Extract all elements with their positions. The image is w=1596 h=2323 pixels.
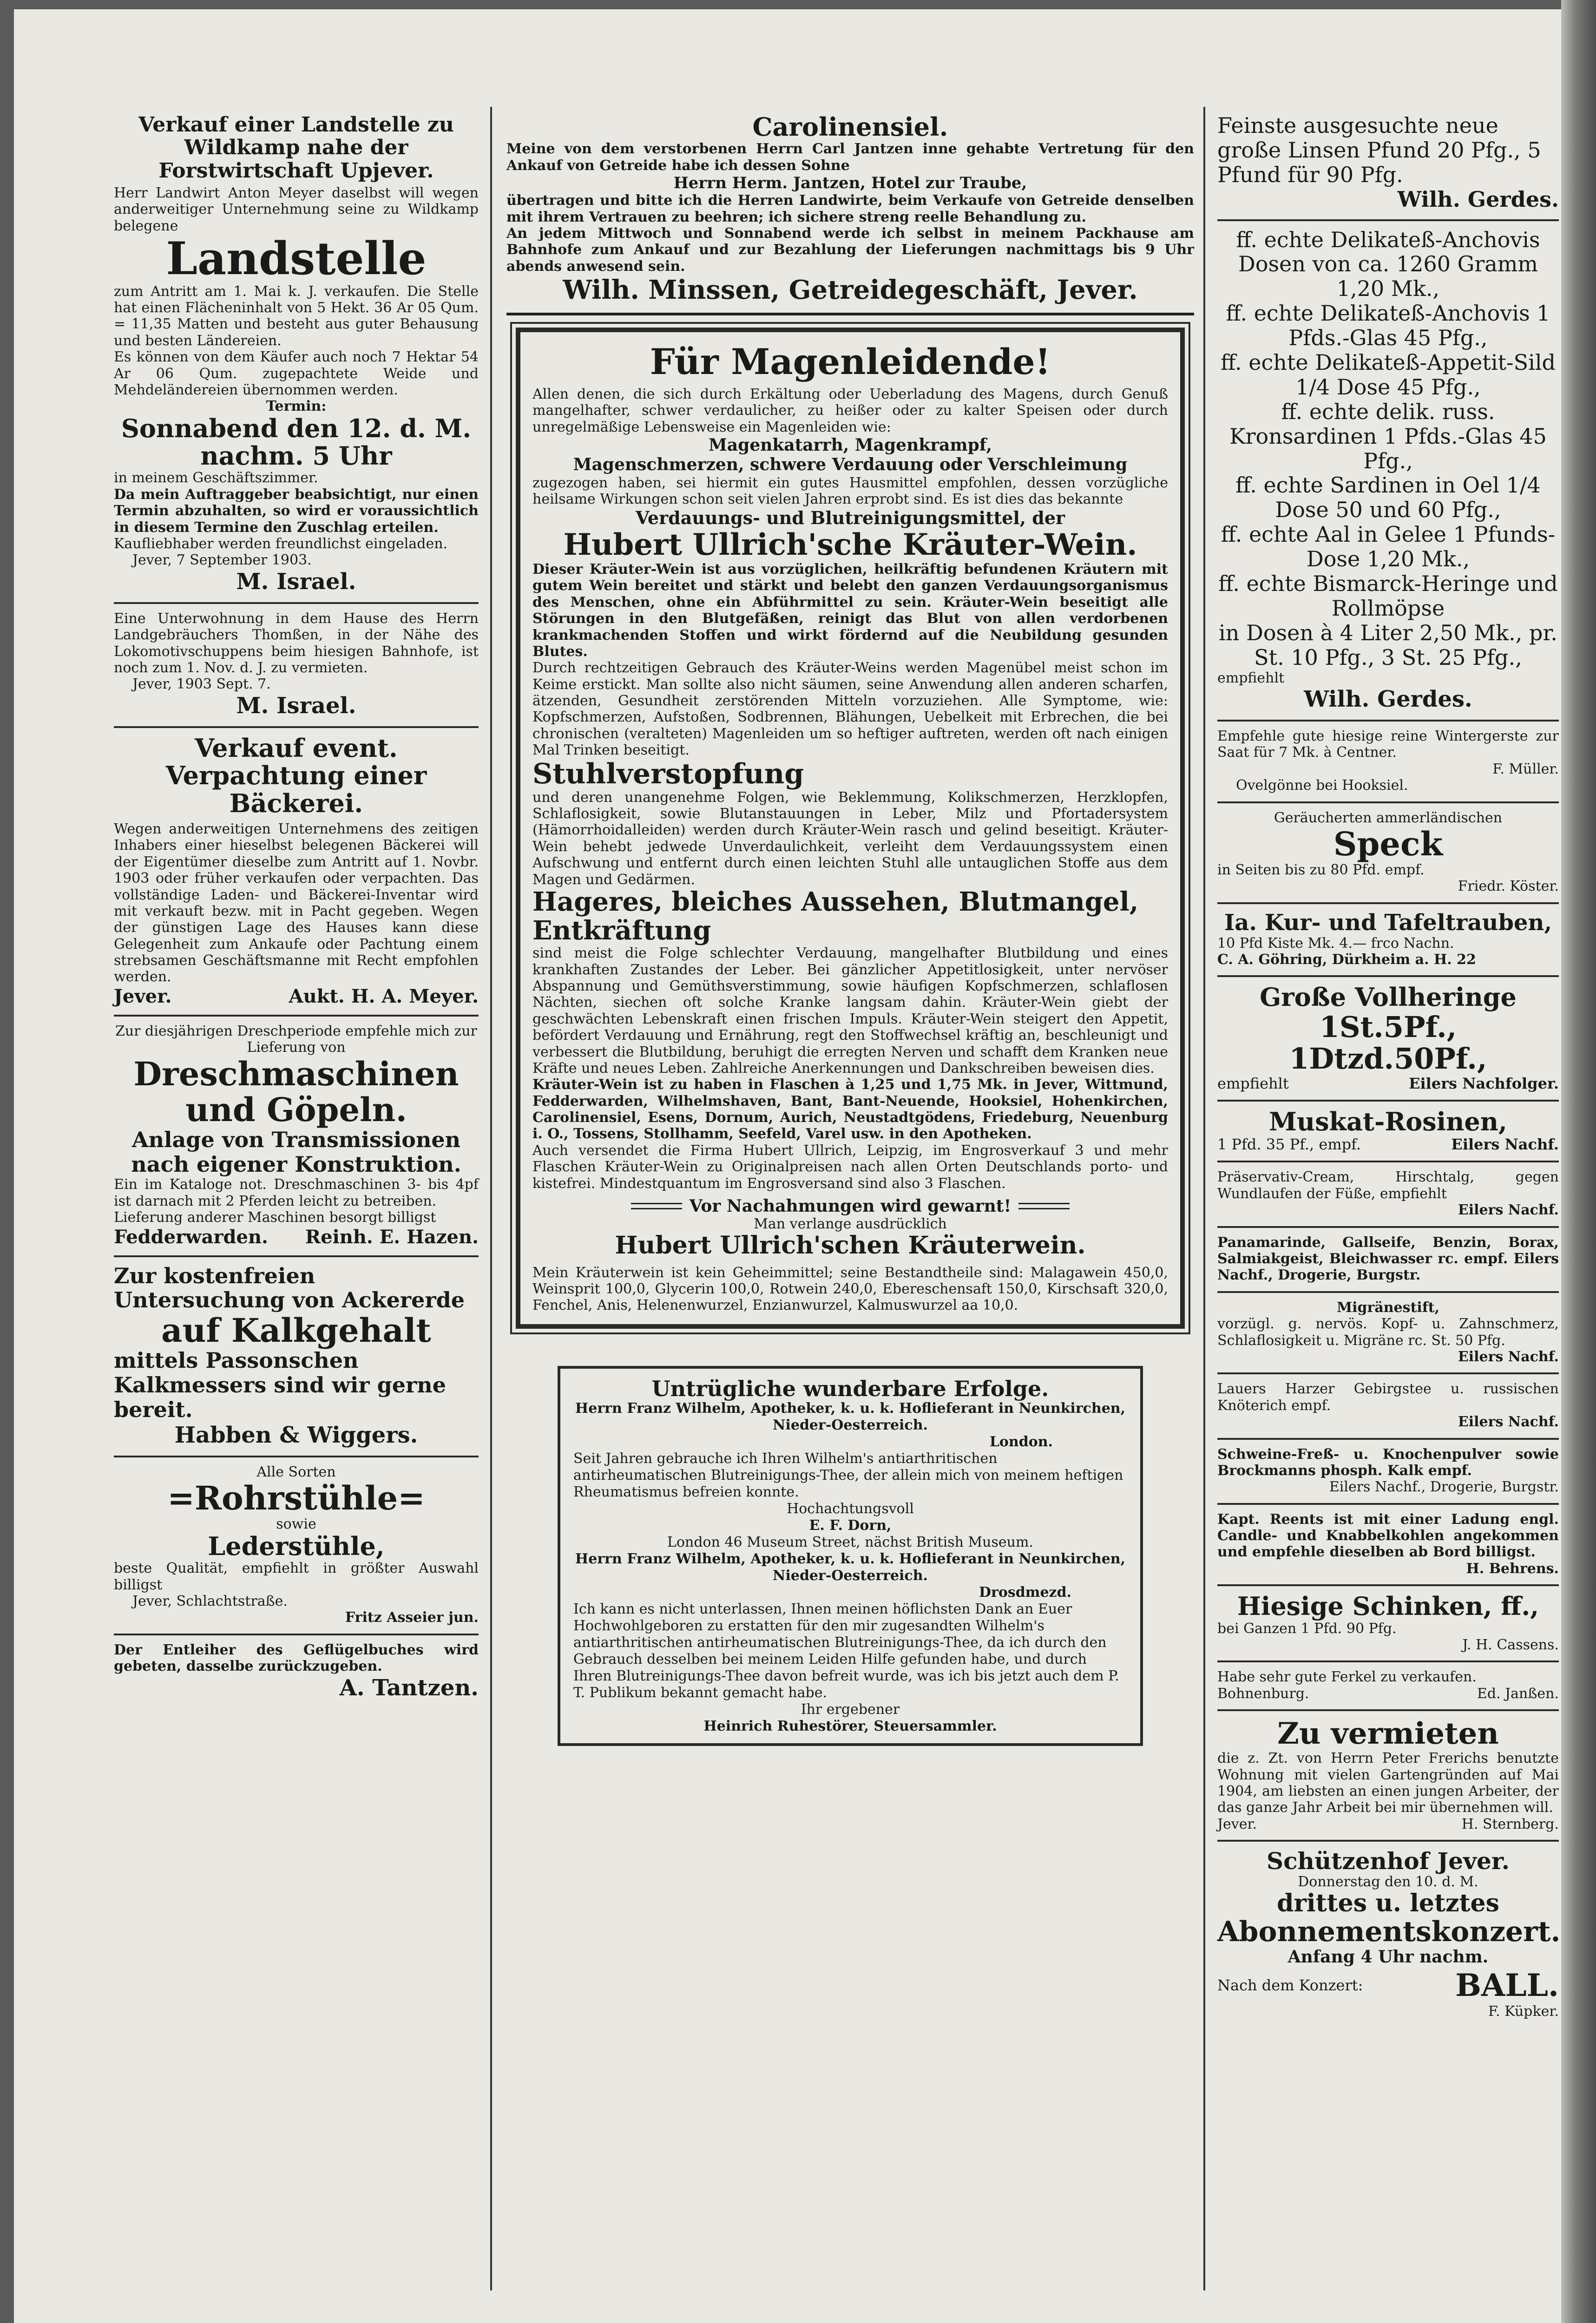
ad-text: vorzügl. g. nervös. Kopf- u. Zahnschmerz, Schlaflosigkeit u. Migräne rc. St. 50 Pfg. [1217, 1316, 1559, 1349]
ad-signature: Ed. Janßen. [1477, 1685, 1559, 1702]
ad-text: Lauers Harzer Gebirgstee u. russischen Knöterich empf. [1217, 1381, 1559, 1414]
ad-text: Alle Sorten [256, 1464, 336, 1481]
ad-title: Migränestift, [1336, 1299, 1440, 1316]
divider [631, 1203, 682, 1209]
ad-place: Jever. [1217, 1816, 1257, 1832]
ad-signature: H. Behrens. [1466, 1560, 1559, 1577]
ad-footer [1217, 1816, 1559, 1832]
ad-addressee: Herrn Franz Wilhelm, Apotheker, k. u. k. Hoflieferant in Neunkirchen, Nieder-Oesterreich. [575, 1551, 1126, 1584]
ad-dreschmaschinen [114, 1017, 479, 1257]
ad-trauben [1217, 904, 1559, 978]
ad-text: sowie [276, 1516, 316, 1533]
ad-erfolge [558, 1366, 1143, 1746]
ad-signature: Wilh. Gerdes. [1304, 686, 1472, 712]
ad-kalkgehalt [114, 1257, 479, 1457]
list-item: in Dosen à 4 Liter 2,50 Mk., pr. St. 10 Pfg., 3 St. 25 Pfg., [1218, 620, 1557, 670]
ad-dateline: Jever, 1903 Sept. 7. [132, 676, 271, 693]
ad-headline: Hiesige Schinken, ff., [1237, 1591, 1539, 1621]
ad-text: Man verlange ausdrücklich [754, 1216, 947, 1233]
ad-signature: Eilers Nachf., Drogerie, Burgstr. [1329, 1479, 1559, 1496]
ad-text: Kräuter-Wein ist zu haben in Flaschen à 1,25 und 1,75 Mk. in Jever, Wittmund, Fedderwarden, Wilhelmshaven, Bant, Bant-Neuende, Hooksiel, Hohenkirchen, Carolinensiel, Esens, Dornum, Aurich, Neustadtgödens, Friedeburg, Neuenburg i. O., Tossens, Stollhamm, Seefeld, Varel usw. in den Apotheken. [532, 1076, 1168, 1142]
ad-headline: Zu vermieten [1277, 1716, 1499, 1751]
list-item: ff. echte Delikateß-Appetit-Sild 1/4 Dose 45 Pfg., [1221, 350, 1556, 400]
ad-text: Ich kann es nicht unterlassen, Ihnen meinen höflichsten Dank an Euer Hochwohlgeboren zu erstatten für den mir zugesandten Wilhelm's antiarthritischen antirheumatischen Blutreinigungs-Thee, da ich durch den Gebrauch desselben bei meinem Leiden Hilfe gefunden habe, und durch Ihren Blutreinigungs-Thee davon befreit wurde, was ich bis jetzt auch dem P. T. Publikum bekannt gemacht habe. [573, 1601, 1119, 1701]
ad-signature: Friedr. Köster. [1458, 878, 1559, 895]
ad-headline: drittes u. letztes [1277, 1889, 1499, 1918]
ad-place: Jever. [114, 985, 172, 1007]
ad-wintergerste [1217, 722, 1559, 803]
ad-gebirgstee [1217, 1374, 1559, 1439]
ad-text: London 46 Museum Street, nächst British Museum. [667, 1534, 1033, 1551]
ad-drogerie [1217, 1228, 1559, 1293]
ad-headline: Stuhlverstopfung [532, 757, 804, 790]
ad-text: Donnerstag den 10. d. M. [1298, 1873, 1478, 1890]
ad-signature: Wilh. Gerdes. [1397, 186, 1559, 212]
ad-text: mittels Passonschen Kalkmessers sind wir gerne bereit. [114, 1348, 446, 1423]
ad-headline: Hubert Ullrich'sche Kräuter-Wein. [563, 527, 1137, 562]
ad-gefluegelbuch [114, 1635, 479, 1708]
ad-price: 1St.5Pf., 1Dtzd.50Pf., [1289, 1010, 1487, 1076]
ad-footer [1217, 1135, 1559, 1153]
ad-text: Der Entleiher des Geflügelbuches wird gebeten, dasselbe zurückzugeben. [114, 1641, 479, 1675]
ad-rosinen [1217, 1102, 1559, 1162]
ad-place: Bohnenburg. [1217, 1685, 1309, 1702]
ad-text: Allen denen, die sich durch Erkältung oder Ueberladung des Magens, durch Genuß mangelhafter, schwer verdaulicher, zu heißer oder zu kalter Speisen oder durch unregelmäßige Lebensweise ein Magenleiden wie: [532, 386, 1168, 435]
ad-signature: F. Müller. [1492, 761, 1559, 777]
ad-kohlen [1217, 1505, 1559, 1587]
ad-headline: Speck [1333, 824, 1443, 863]
ad-text: Empfehle gute hiesige reine Wintergerste zur Saat für 7 Mk. à Centner. [1217, 728, 1559, 761]
ad-place: Ovelgönne bei Hooksiel. [1236, 777, 1408, 794]
ad-place: Drosdmezd. [979, 1584, 1071, 1601]
ad-headline: Dreschmaschinen und Göpeln. [133, 1054, 459, 1129]
ad-headline: Landstelle [166, 232, 427, 285]
column-rule [1203, 107, 1205, 2290]
ad-signature: F. Küpker. [1488, 2003, 1559, 2020]
ad-text: in Seiten bis zu 80 Pfd. empf. [1217, 861, 1425, 878]
ad-signature: Heinrich Ruhestörer, Steuersammler. [703, 1718, 997, 1735]
warning-text: Vor Nachahmungen wird gewarnt! [689, 1196, 1011, 1216]
ad-footer [1217, 1075, 1559, 1092]
ad-title: Carolinensiel. [752, 112, 948, 142]
divider [1018, 1203, 1070, 1209]
ad-stuehle [114, 1457, 479, 1635]
ad-text: Wegen anderweitigen Unternehmens des zeitigen Inhabers einer hieselbst belegenen Bäckerei will der Eigentümer dieselbe zum Antritt auf 1. Novbr. 1903 oder früher verkaufen oder verpachten. Das vollständige Laden- und Bäckerei-Inventar wird mit verkauft bezw. mit in Pacht gegeben. Wegen der günstigen Lage des Hauses kann diese Gelegenheit zum Ankaufe oder Pachtung einem strebsamen Geschäftsmanne mit Recht empfohlen werden. [114, 820, 479, 985]
ad-signature: C. A. Göhring, Dürkheim a. H. 22 [1217, 951, 1476, 968]
ad-headline: BALL. [1455, 1967, 1559, 2003]
ad-text: empfiehlt [1217, 1075, 1289, 1093]
ad-title: Untrügliche wunderbare Erfolge. [651, 1376, 1049, 1401]
ad-headline: Hubert Ullrich'schen Kräuterwein. [615, 1231, 1086, 1260]
ad-text: Meine von dem verstorbenen Herrn Carl Jantzen inne gehabte Vertretung für den Ankauf von Getreide habe ich dessen Sohne [506, 141, 1194, 174]
ad-text: Dieser Kräuter-Wein ist aus vorzüglichen, heilkräftig befundenen Kräutern mit gutem Wein bereitet und stärkt und belebt den ganzen Verdauungsorganismus des Menschen, ohne ein Abführmittel zu sein. Kräuter-Wein beseitigt alle Störungen in den Blutgefäßen, reinigt das Blut von allen verdorbenen krankmachenden Stoffen und wirkt fördernd auf die Neubildung gesunden Blutes. [532, 561, 1168, 660]
ad-signature: Fritz Asseier jun. [345, 1609, 479, 1626]
ad-footer [114, 1226, 479, 1248]
ad-text: und deren unangenehme Folgen, wie Beklemmung, Kolikschmerzen, Herzklopfen, Schlaflosigkeit, sowie Blutanstauungen in Leber, Milz und Pfortadersystem (Hämorrhoidalleiden) werden durch Kräuter-Wein rasch und gelind beseitigt. Kräuter-Wein behebt jedwede Unverdaulichkeit, verleiht dem Verdauungssystem einen Aufschwung und entfernt durch einen leichten Stuhl alle untauglichen Stoffe aus dem Magen und Gedärmen. [532, 789, 1168, 888]
ad-signature: Habben & Wiggers. [174, 1422, 418, 1449]
ad-text: zum Antritt am 1. Mai k. J. verkaufen. Die Stelle hat einen Flächeninhalt von 5 Hekt. 36 Ar 05 Qum. = 11,35 Matten und besteht aus guter Behausung und besten Ländereien. [114, 283, 479, 349]
ad-text: Eine Unterwohnung in dem Hause des Herrn Landgebräuchers Thomßen, in der Nähe des Lokomotivschuppens beim hiesigen Bahnhofe, ist noch zum 1. Nov. d. J. zu vermieten. [114, 610, 479, 676]
ad-text: Es können von dem Käufer auch noch 7 Hektar 54 Ar 06 Qum. zugepachtete Weide und Mehdeländereien übernommen werden. [114, 349, 479, 398]
ad-text: Seit Jahren gebrauche ich Ihren Wilhelm's antiarthritischen antirheumatischen Blutreinigungs-Thee, der allein mich von meinem heftigen Rheumatismus befreien konnte. [573, 1450, 1123, 1501]
ad-headline: Abonnementskonzert. [1217, 1916, 1561, 1949]
ad-place: London. [989, 1434, 1053, 1450]
ad-place: Fedderwarden. [114, 1226, 268, 1248]
ad-signature: Eilers Nachf. [1458, 1202, 1559, 1219]
ad-text: Lieferung anderer Maschinen besorgt billigst [114, 1209, 436, 1226]
ad-text: übertragen und bitte ich die Herren Landwirte, beim Verkaufe von Getreide denselben mit ihrem Vertrauen zu beehren; ich sichere streng reelle Behandlung zu. [506, 192, 1194, 225]
ad-signature: H. Sternberg. [1461, 1816, 1559, 1832]
ad-vermieten [1217, 1711, 1559, 1842]
ad-text: bei Ganzen 1 Pfd. 90 Pfg. [1217, 1620, 1397, 1637]
ad-headline: Ia. Kur- und Tafeltrauben, [1224, 909, 1552, 936]
ad-text: beste Qualität, empfiehlt in größter Auswahl billigst [114, 1560, 479, 1593]
ad-text: Schweine-Freß- u. Knochenpulver sowie Brockmanns phosph. Kalk empf. [1217, 1446, 1559, 1479]
ad-text: sind meist die Folge schlechter Verdauung, mangelhafter Blutbildung und eines krankhaften Zustandes der Leber. Bei gänzlicher Appetitlosigkeit, unter nervöser Abspannung und Gemüthsverstimmung, sowie häufigen Kopfschmerzen, schlaflosen Nächten, siechen oft solche Kranke langsam dahin. Kräuter-Wein giebt der geschwächten Lebenskraft einen frischen Impuls. Kräuter-Wein steigert den Appetit, befördert Verdauung und Ernährung, regt den Stoffwechsel kräftig an, beschleunigt und verbessert die Blutbildung, beruhigt die erregten Nerven und schafft dem Kranken neue Kräfte und neues Leben. Zahlreiche Anerkennungen und Dankschreiben beweisen dies. [532, 945, 1168, 1076]
ad-headline: =Rohrstühle= [167, 1479, 425, 1518]
ad-subtitle: Anlage von Transmissionen nach eigener Konstruktion. [131, 1127, 461, 1177]
ad-text: Panamarinde, Gallseife, Benzin, Borax, Salmiakgeist, Bleichwasser rc. empf. Eilers Nachf., Drogerie, Burgstr. [1217, 1234, 1559, 1284]
ad-headline: Lederstühle, [208, 1531, 385, 1561]
ad-title: Schützenhof Jever. [1266, 1847, 1510, 1875]
ad-footer [1217, 1686, 1559, 1702]
ad-text: empfiehlt [1217, 669, 1285, 686]
ad-name: Herrn Herm. Jantzen, Hotel zur Traube, [673, 174, 1027, 193]
column-left [114, 107, 479, 1708]
column-middle [506, 107, 1194, 1746]
ad-text: Zur kostenfreien Untersuchung von Ackererde [114, 1263, 465, 1313]
ad-text: Auch versendet die Firma Hubert Ullrich, Leipzig, im Engrosverkauf 3 und mehr Flaschen Kräuter-Wein zu Originalpreisen nach allen Orten Deutschlands porto- und kistefrei. Mindestquantum im Engrosversand sind also 3 Flaschen. [532, 1142, 1168, 1192]
ad-headline: auf Kalkgehalt [161, 1311, 431, 1350]
list-item: ff. echte Bismarck-Heringe und Rollmöpse [1218, 571, 1558, 621]
ad-text: Ein im Kataloge not. Dreschmaschinen 3- bis 4pf ist darnach mit 2 Pferden leicht zu betreiben. [114, 1176, 479, 1209]
column-right [1217, 107, 1559, 2027]
ad-subtitle: Verdauungs- und Blutreinigungsmittel, der [635, 507, 1065, 528]
ad-text: Da mein Auftraggeber beabsichtigt, nur einen Termin abzuhalten, so wird er voraussichtlich in diesem Termine den Zuschlag erteilen. [114, 486, 479, 536]
ad-text: Magenkatarrh, Magenkrampf, [709, 435, 992, 455]
ad-signature: M. Israel. [236, 568, 356, 595]
ad-signature: Aukt. H. A. Meyer. [289, 985, 479, 1007]
ad-landstelle [114, 107, 479, 604]
ad-cream [1217, 1162, 1559, 1227]
ad-text: zugezogen haben, sei hiermit ein gutes Hausmittel empfohlen, dessen vorzügliche heilsame Wirkungen schon seit vielen Jahren erprobt sind. Es ist dies das bekannte [532, 474, 1168, 508]
ad-kraeuterwein [516, 328, 1185, 1329]
ad-text: Zur diesjährigen Dreschperiode empfehle mich zur Lieferung von [115, 1023, 477, 1056]
ad-speck [1217, 803, 1559, 904]
ad-dateline: Jever, 7 September 1903. [132, 552, 312, 569]
ad-unterwohnung [114, 604, 479, 728]
ad-signature: E. F. Dorn, [809, 1517, 892, 1534]
ad-footer [114, 985, 479, 1007]
ad-text: Termin: [266, 398, 327, 415]
ad-carolinensiel [506, 107, 1194, 315]
ad-place: Jever, Schlachtstraße. [132, 1593, 288, 1609]
ad-text: Habe sehr gute Ferkel zu verkaufen. [1217, 1669, 1477, 1686]
ad-text: in meinem Geschäftszimmer. [114, 470, 318, 486]
list-item: ff. echte Aal in Gelee 1 Pfunds-Dose 1,20 Mk., [1221, 522, 1556, 572]
ad-text: Hochachtungsvoll [787, 1501, 914, 1517]
list-item: ff. echte Sardinen in Oel 1/4 Dose 50 und 60 Pfg., [1235, 472, 1541, 523]
ad-text: Feinste ausgesuchte neue große Linsen Pfund 20 Pfg., 5 Pfund für 90 Pfg. [1217, 113, 1541, 187]
ad-addressee: Herrn Franz Wilhelm, Apotheker, k. u. k. Hoflieferant in Neunkirchen, Nieder-Oesterreich. [575, 1400, 1126, 1434]
ad-text: Magenschmerzen, schwere Verdauung oder Verschleimung [573, 455, 1128, 475]
ad-ferkel [1217, 1662, 1559, 1711]
ad-linsen [1217, 107, 1559, 221]
page-edge [1561, 0, 1596, 2323]
ad-text: 1 Pfd. 35 Pf., empf. [1217, 1135, 1361, 1154]
ad-text: Mein Kräuterwein ist kein Geheimmittel; seine Bestandtheile sind: Malagawein 450,0, Weinsprit 100,0, Glycerin 100,0, Rotwein 240,0, Ebereschensaft 150,0, Kirschsaft 320,0, Fenchel, Anis, Helenenwurzel, Enzianwurzel, Kalmuswurzel aa 10,0. [532, 1264, 1168, 1314]
ad-signature: Reinh. E. Hazen. [305, 1226, 479, 1248]
ad-headline: Große Vollheringe [1260, 982, 1517, 1012]
list-item: ff. echte Delikateß-Anchovis 1 Pfds.-Glas 45 Pfg., [1226, 301, 1550, 351]
ad-migraene [1217, 1293, 1559, 1375]
ad-title: Verkauf einer Landstelle zu Wildkamp nahe der Forstwirtschaft Upjever. [138, 113, 454, 183]
ad-text: die z. Zt. von Herrn Peter Frerichs benutzte Wohnung mit vielen Gartengründen auf Mai 1904, am liebsten an einen jungen Arbeiter, der das ganze Jahr Arbeit bei mir übernehmen will. [1217, 1750, 1559, 1816]
ad-text: Kaufliebhaber werden freundlichst eingeladen. [114, 536, 448, 552]
ad-signature: Eilers Nachf. [1458, 1348, 1559, 1365]
ad-signature: Eilers Nachfolger. [1409, 1075, 1559, 1093]
ad-text: Nach dem Konzert: [1217, 1976, 1363, 1994]
ad-footer [1217, 1967, 1559, 2003]
ad-warning [532, 1196, 1168, 1216]
ad-schinken [1217, 1586, 1559, 1662]
ad-schuetzenhof [1217, 1842, 1559, 2027]
ad-date: Sonnabend den 12. d. M. nachm. 5 Uhr [121, 413, 472, 471]
ad-text: Herr Landwirt Anton Meyer daselbst will wegen anderweitiger Unternehmung seine zu Wildkamp belegene [114, 184, 479, 234]
ad-text: Anfang 4 Uhr nachm. [1287, 1947, 1489, 1967]
ad-vollheringe [1217, 977, 1559, 1102]
ad-schweinepulver [1217, 1440, 1559, 1505]
ad-signature: Wilh. Minssen, Getreidegeschäft, Jever. [563, 275, 1138, 306]
ad-headline: Hageres, bleiches Aussehen, Blutmangel, Entkräftung [532, 886, 1139, 946]
list-item: ff. echte Delikateß-Anchovis Dosen von ca. 1260 Gramm 1,20 Mk., [1236, 227, 1540, 302]
ad-text: Präservativ-Cream, Hirschtalg, gegen Wundlaufen der Füße, empfiehlt [1217, 1169, 1559, 1202]
ad-text: Durch rechtzeitigen Gebrauch des Kräuter-Weins werden Magenübel meist schon im Keime erstickt. Man sollte also nicht säumen, seine Anwendung allen anderen scharfen, ätzenden, Gesundheit zerstörenden Mitteln vorzuziehen. Alle Symptome, wie: Kopfschmerzen, Aufstoßen, Sodbrennen, Blähungen, Uebelkeit mit Erbrechen, die bei chronischen (veralteten) Magenleiden um so heftiger auftreten, werden oft nach einigen Mal Trinken beseitigt. [532, 660, 1168, 759]
ad-signature: A. Tantzen. [339, 1674, 479, 1701]
ad-text: An jedem Mittwoch und Sonnabend werde ich selbst in meinem Packhause am Bahnhofe zum Ankauf und zur Bezahlung der Lieferungen nachmittags bis 9 Uhr abends anwesend sein. [506, 225, 1194, 275]
ad-title: Verkauf event. Verpachtung einer Bäckerei. [165, 733, 427, 818]
ad-headline: Muskat-Rosinen, [1269, 1107, 1507, 1137]
ad-baeckerei [114, 728, 479, 1017]
ad-title: Für Magenleidende! [650, 341, 1051, 383]
ad-text: 10 Pfd Kiste Mk. 4.— frco Nachn. [1217, 935, 1454, 952]
column-rule [490, 107, 492, 2290]
ad-text: Geräucherten ammerländischen [1274, 809, 1503, 826]
ad-text: Ihr ergebener [801, 1701, 900, 1718]
ad-signature: M. Israel. [236, 692, 356, 719]
ad-signature: Eilers Nachf. [1451, 1135, 1559, 1154]
ad-signature: J. H. Cassens. [1462, 1637, 1559, 1654]
ad-delikatessen [1217, 221, 1559, 722]
ad-signature: Eilers Nachf. [1458, 1414, 1559, 1431]
ad-text: Kapt. Reents ist mit einer Ladung engl. Candle- und Knabbelkohlen angekommen und empfehle dieselben ab Bord billigst. [1217, 1511, 1559, 1561]
list-item: ff. echte delik. russ. Kronsardinen 1 Pfds.-Glas 45 Pfg., [1229, 399, 1547, 473]
